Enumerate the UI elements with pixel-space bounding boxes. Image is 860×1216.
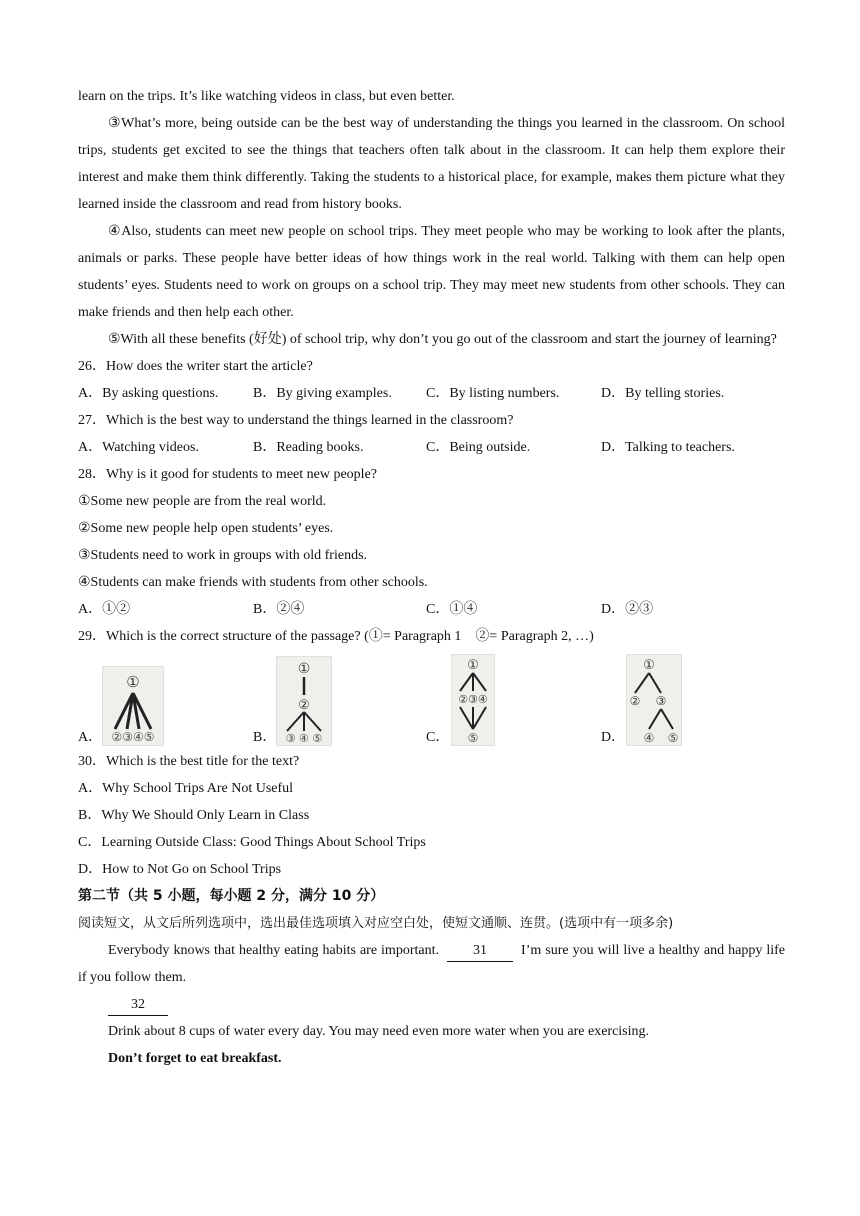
diagram-c-middle: ②③④	[458, 693, 488, 706]
q28-option-d[interactable]: D．②③	[601, 602, 654, 617]
section-2-paragraph-1	[78, 937, 785, 991]
blank-32[interactable]: 32	[108, 995, 168, 1016]
diagram-b-bottom: ③ ④ ⑤	[285, 732, 323, 745]
diagram-d-bottom-left: ④	[643, 731, 655, 745]
q26-option-a[interactable]: A．By asking questions.	[78, 386, 219, 401]
q26-option-c[interactable]: C．By listing numbers.	[426, 386, 560, 401]
q28-option-b[interactable]: B．②④	[253, 602, 305, 617]
s2-p1-before: Everybody knows that healthy eating habits are important.	[108, 943, 439, 958]
section-2-paragraph-2: Drink about 8 cups of water every day. You may need even more water when you are exercising.	[108, 1024, 650, 1039]
diagram-c-bottom: ⑤	[467, 731, 479, 745]
diagram-d-top: ①	[643, 658, 655, 673]
q30-option-d[interactable]: D．How to Not Go on School Trips	[78, 862, 282, 877]
q28-statement-4: ④Students can make friends with students from other schools.	[78, 575, 428, 590]
section-2-blank-line	[78, 991, 785, 1018]
diagram-b-middle: ②	[298, 698, 310, 713]
q30-option-b[interactable]: B．Why We Should Only Learn in Class	[78, 808, 310, 823]
paragraph-3: ③What’s more, being outside can be the best way of understanding the things you learned in the classroom. On school trips, students get excited to see the things that teachers often talk about in the classroom. It can help them explore their interest and make them think differently. Taking the students to a historical place, for example, makes them picture what they learned inside the classroom and read from history books.	[78, 116, 785, 212]
q27-option-c[interactable]: C．Being outside.	[426, 440, 531, 455]
question-27-options	[78, 434, 785, 461]
q28-statement-3: ③Students need to work in groups with old friends.	[78, 548, 368, 563]
question-27-stem: 27．Which is the best way to understand the things learned in the classroom?	[78, 413, 514, 428]
structure-diagram-b[interactable]	[276, 656, 332, 746]
section-2-instruction: 阅读短文，从文后所列选项中，选出最佳选项填入对应空白处，使短文通顺、连贯。(选项中有一项多余)	[78, 916, 674, 931]
q29-option-c-label[interactable]: C．	[426, 730, 450, 745]
question-29-stem: 29．Which is the correct structure of the passage? (①= Paragraph 1 ②= Paragraph 2, …)	[78, 629, 594, 644]
diagram-a-top: ①	[126, 673, 140, 691]
q28-option-a[interactable]: A．①②	[78, 602, 131, 617]
q28-option-c[interactable]: C．①④	[426, 602, 478, 617]
diagram-a-bottom: ②③④⑤	[111, 730, 155, 744]
q28-statement-1: ①Some new people are from the real world.	[78, 494, 327, 509]
diagram-d-bottom-right: ⑤	[667, 731, 679, 745]
q28-statement-2: ②Some new people help open students’ eyes.	[78, 521, 334, 536]
diagram-d-branches-top	[635, 673, 661, 693]
paragraph-4: ④Also, students can meet new people on school trips. They meet people who may be working to look after the plants, animals or parks. These people have better ideas of how things work in the real world. Talking with them can help open students’ eyes. Students need to work on groups on a school trip. They may meet new students from other schools. They can make friends and then help each other.	[78, 224, 785, 320]
question-28-options	[78, 596, 785, 623]
diagram-d-branches-bottom	[649, 709, 673, 729]
question-26-stem: 26．How does the writer start the article?	[78, 359, 313, 374]
question-29-options	[78, 650, 785, 748]
q29-option-d-label[interactable]: D．	[601, 730, 626, 745]
q30-option-a[interactable]: A．Why School Trips Are Not Useful	[78, 781, 294, 796]
blank-31[interactable]: 31	[447, 941, 513, 962]
q29-option-a-label[interactable]: A．	[78, 730, 103, 745]
question-30-stem: 30．Which is the best title for the text?	[78, 754, 300, 769]
q27-option-d[interactable]: D．Talking to teachers.	[601, 440, 735, 455]
diagram-c-branches-up	[460, 673, 486, 691]
structure-diagram-d[interactable]	[626, 654, 682, 746]
diagram-b-branches	[287, 712, 321, 731]
diagram-c-branches-down	[460, 707, 486, 729]
diagram-b-top: ①	[297, 661, 311, 677]
section-2-heading: 第二节（共 5 小题，每小题 2 分，满分 10 分）	[78, 888, 385, 904]
diagram-a-branches	[115, 693, 151, 729]
q26-option-b[interactable]: B．By giving examples.	[253, 386, 392, 401]
q27-option-a[interactable]: A．Watching videos.	[78, 440, 199, 455]
structure-diagram-a[interactable]	[102, 666, 164, 746]
question-26-options	[78, 380, 785, 407]
q29-option-b-label[interactable]: B．	[253, 730, 277, 745]
passage-line-top: learn on the trips. It’s like watching videos in class, but even better.	[78, 89, 455, 104]
question-28-stem: 28．Why is it good for students to meet new people?	[78, 467, 377, 482]
exam-page	[78, 83, 785, 1072]
section-2-paragraph-3	[78, 1045, 785, 1072]
structure-diagram-c[interactable]	[451, 654, 495, 746]
q27-option-b[interactable]: B．Reading books.	[253, 440, 364, 455]
diagram-c-top: ①	[467, 658, 479, 673]
s2-p1-after: I’m sure you will live a healthy and happy life if you follow them.	[78, 943, 786, 985]
diagram-d-left: ②	[629, 694, 641, 708]
q30-option-c[interactable]: C．Learning Outside Class: Good Things About School Trips	[78, 835, 426, 850]
diagram-d-right: ③	[655, 694, 667, 708]
s2-p3-bold: Don’t forget to eat breakfast.	[108, 1051, 282, 1066]
paragraph-5: ⑤With all these benefits (好处) of school trip, why don’t you go out of the classroom and start the journey of learning?	[108, 332, 777, 347]
q26-option-d[interactable]: D．By telling stories.	[601, 386, 725, 401]
